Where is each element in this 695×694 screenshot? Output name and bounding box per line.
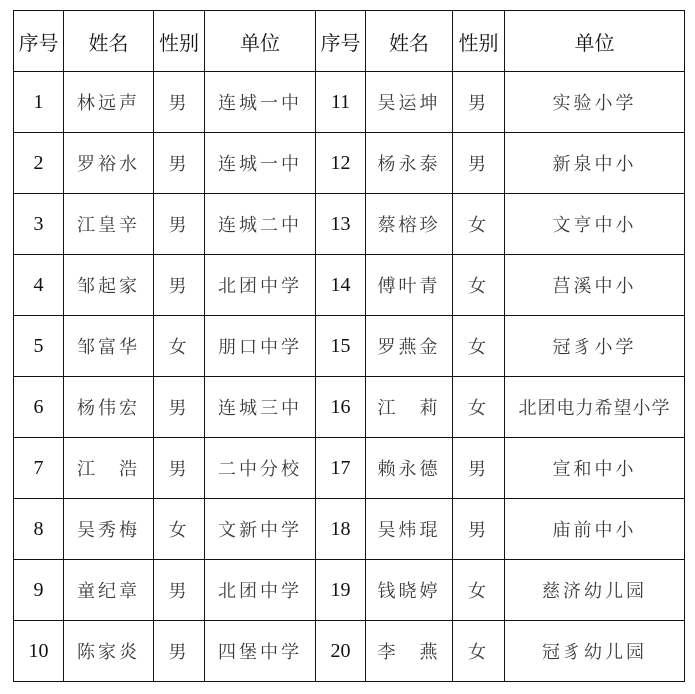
cell-name: 钱晓婷 (366, 560, 453, 621)
cell-gender: 男 (154, 133, 205, 194)
cell-no: 19 (316, 560, 366, 621)
cell-name: 李 燕 (366, 621, 453, 682)
cell-name: 邹起家 (64, 255, 154, 316)
cell-no: 15 (316, 316, 366, 377)
cell-unit: 连城三中 (205, 377, 316, 438)
cell-unit: 文新中学 (205, 499, 316, 560)
header-name: 姓名 (64, 11, 154, 72)
table-row (14, 133, 685, 194)
cell-no: 20 (316, 621, 366, 682)
cell-gender: 女 (154, 499, 205, 560)
cell-name: 罗裕水 (64, 133, 154, 194)
header-name: 姓名 (366, 11, 453, 72)
cell-gender: 女 (154, 316, 205, 377)
table-row (14, 377, 685, 438)
cell-unit: 北团中学 (205, 560, 316, 621)
cell-name: 吴运坤 (366, 72, 453, 133)
cell-name: 杨伟宏 (64, 377, 154, 438)
table-row (14, 499, 685, 560)
cell-no: 5 (14, 316, 64, 377)
cell-unit: 宣和中小 (505, 438, 685, 499)
cell-gender: 女 (453, 194, 505, 255)
header-no: 序号 (14, 11, 64, 72)
cell-no: 14 (316, 255, 366, 316)
cell-unit: 冠豸小学 (505, 316, 685, 377)
cell-name: 傅叶青 (366, 255, 453, 316)
cell-no: 10 (14, 621, 64, 682)
cell-gender: 男 (453, 133, 505, 194)
cell-name: 童纪章 (64, 560, 154, 621)
cell-no: 11 (316, 72, 366, 133)
cell-unit: 连城一中 (205, 72, 316, 133)
cell-gender: 男 (154, 377, 205, 438)
cell-no: 8 (14, 499, 64, 560)
cell-name: 吴秀梅 (64, 499, 154, 560)
cell-gender: 男 (154, 560, 205, 621)
cell-no: 3 (14, 194, 64, 255)
cell-gender: 男 (154, 621, 205, 682)
cell-unit: 庙前中小 (505, 499, 685, 560)
cell-unit: 二中分校 (205, 438, 316, 499)
cell-unit: 实验小学 (505, 72, 685, 133)
roster-table (13, 10, 685, 682)
cell-gender: 女 (453, 377, 505, 438)
header-unit: 单位 (205, 11, 316, 72)
cell-name: 杨永泰 (366, 133, 453, 194)
cell-gender: 男 (453, 72, 505, 133)
table-row (14, 194, 685, 255)
cell-no: 7 (14, 438, 64, 499)
header-row (14, 11, 685, 72)
cell-name: 吴炜琨 (366, 499, 453, 560)
cell-no: 17 (316, 438, 366, 499)
header-unit: 单位 (505, 11, 685, 72)
cell-no: 6 (14, 377, 64, 438)
cell-gender: 男 (154, 72, 205, 133)
cell-no: 4 (14, 255, 64, 316)
cell-unit: 北团中学 (205, 255, 316, 316)
cell-gender: 男 (154, 438, 205, 499)
table-row (14, 72, 685, 133)
cell-name: 江 浩 (64, 438, 154, 499)
cell-no: 16 (316, 377, 366, 438)
cell-gender: 女 (453, 560, 505, 621)
cell-name: 陈家炎 (64, 621, 154, 682)
cell-name: 林远声 (64, 72, 154, 133)
cell-unit: 莒溪中小 (505, 255, 685, 316)
table-row (14, 560, 685, 621)
cell-gender: 男 (154, 194, 205, 255)
cell-gender: 男 (453, 438, 505, 499)
table-row (14, 621, 685, 682)
cell-name: 江皇辛 (64, 194, 154, 255)
cell-unit: 文亨中小 (505, 194, 685, 255)
cell-name: 邹富华 (64, 316, 154, 377)
header-no: 序号 (316, 11, 366, 72)
cell-gender: 男 (154, 255, 205, 316)
cell-gender: 女 (453, 316, 505, 377)
cell-name: 罗燕金 (366, 316, 453, 377)
cell-name: 蔡榕珍 (366, 194, 453, 255)
table-row (14, 316, 685, 377)
cell-unit: 四堡中学 (205, 621, 316, 682)
cell-unit: 连城二中 (205, 194, 316, 255)
cell-gender: 女 (453, 621, 505, 682)
cell-unit: 冠豸幼儿园 (505, 621, 685, 682)
cell-no: 1 (14, 72, 64, 133)
cell-no: 13 (316, 194, 366, 255)
cell-unit: 新泉中小 (505, 133, 685, 194)
cell-unit: 北团电力希望小学 (505, 377, 685, 438)
cell-unit: 连城一中 (205, 133, 316, 194)
table-row (14, 255, 685, 316)
cell-no: 2 (14, 133, 64, 194)
cell-name: 江 莉 (366, 377, 453, 438)
cell-gender: 男 (453, 499, 505, 560)
cell-unit: 慈济幼儿园 (505, 560, 685, 621)
cell-unit: 朋口中学 (205, 316, 316, 377)
cell-name: 赖永德 (366, 438, 453, 499)
header-gender: 性别 (453, 11, 505, 72)
cell-no: 12 (316, 133, 366, 194)
cell-gender: 女 (453, 255, 505, 316)
cell-no: 9 (14, 560, 64, 621)
table-row (14, 438, 685, 499)
header-gender: 性别 (154, 11, 205, 72)
cell-no: 18 (316, 499, 366, 560)
